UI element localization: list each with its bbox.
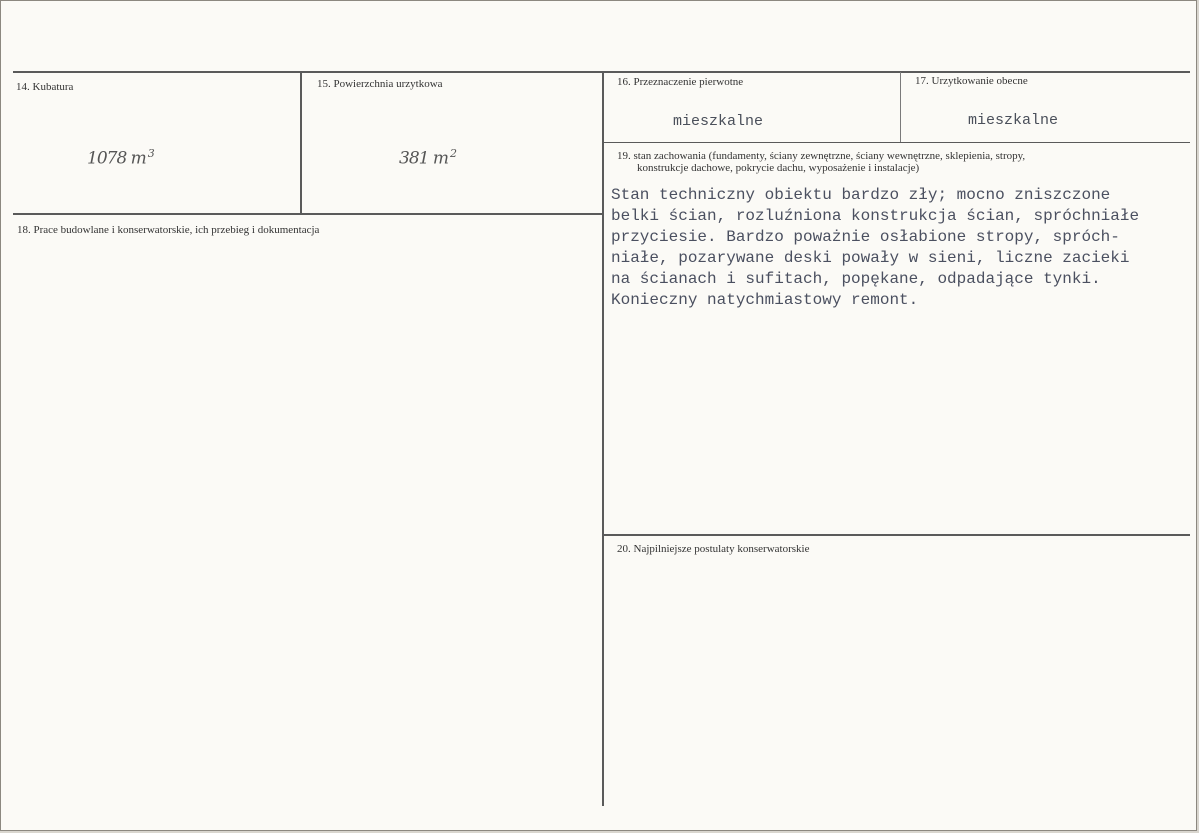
field-14-exponent: 3: [147, 147, 154, 160]
field-15-number: 381 m: [399, 148, 448, 169]
field-16-label: 16. Przeznaczenie pierwotne: [617, 76, 744, 88]
field-19-line: niałe, pozarywane deski powały w sieni, liczne zacieki: [611, 249, 1130, 267]
field-19-label-line2: konstrukcje dachowe, pokrycie dachu, wyposażenie i instalacje): [637, 162, 920, 174]
field-17-label: 17. Urzytkowanie obecne: [915, 75, 1028, 87]
field-19-line: Konieczny natychmiastowy remont.: [611, 291, 919, 309]
field-16-value: mieszkalne: [673, 113, 764, 130]
field-19-label-line1: 19. stan zachowania (fundamenty, ściany zewnętrzne, ściany wewnętrzne, sklepienia, stropy,: [617, 150, 1026, 162]
row-rule-right-top: [604, 142, 1190, 143]
row-rule-right-mid: [604, 534, 1190, 536]
field-19-line: przyciesie. Bardzo poważnie osłabione stropy, spróch-: [611, 228, 1120, 246]
field-20-label: 20. Najpilniejsze postulaty konserwatorskie: [617, 543, 810, 555]
field-18-label: 18. Prace budowlane i konserwatorskie, ich przebieg i dokumentacja: [17, 224, 320, 236]
field-15-label: 15. Powierzchnia urzytkowa: [317, 78, 443, 90]
field-19-line: belki ścian, rozluźniona konstrukcja ścian, spróchniałe: [611, 207, 1140, 225]
col-divider-main: [602, 72, 604, 806]
field-19-line: na ścianach i sufitach, popękane, odpadające tynki.: [611, 270, 1101, 288]
field-19-line: Stan techniczny obiektu bardzo zły; mocno zniszczone: [611, 186, 1111, 204]
field-15-exponent: 2: [449, 147, 456, 160]
field-17-value: mieszkalne: [968, 112, 1059, 129]
field-14-value: [87, 147, 154, 169]
row-rule-left: [13, 213, 603, 215]
field-14-label: 14. Kubatura: [16, 81, 74, 93]
field-14-number: 1078 m: [87, 148, 146, 169]
col-divider-3: [900, 72, 901, 142]
col-divider-1: [300, 72, 302, 213]
field-15-value: [399, 147, 456, 169]
